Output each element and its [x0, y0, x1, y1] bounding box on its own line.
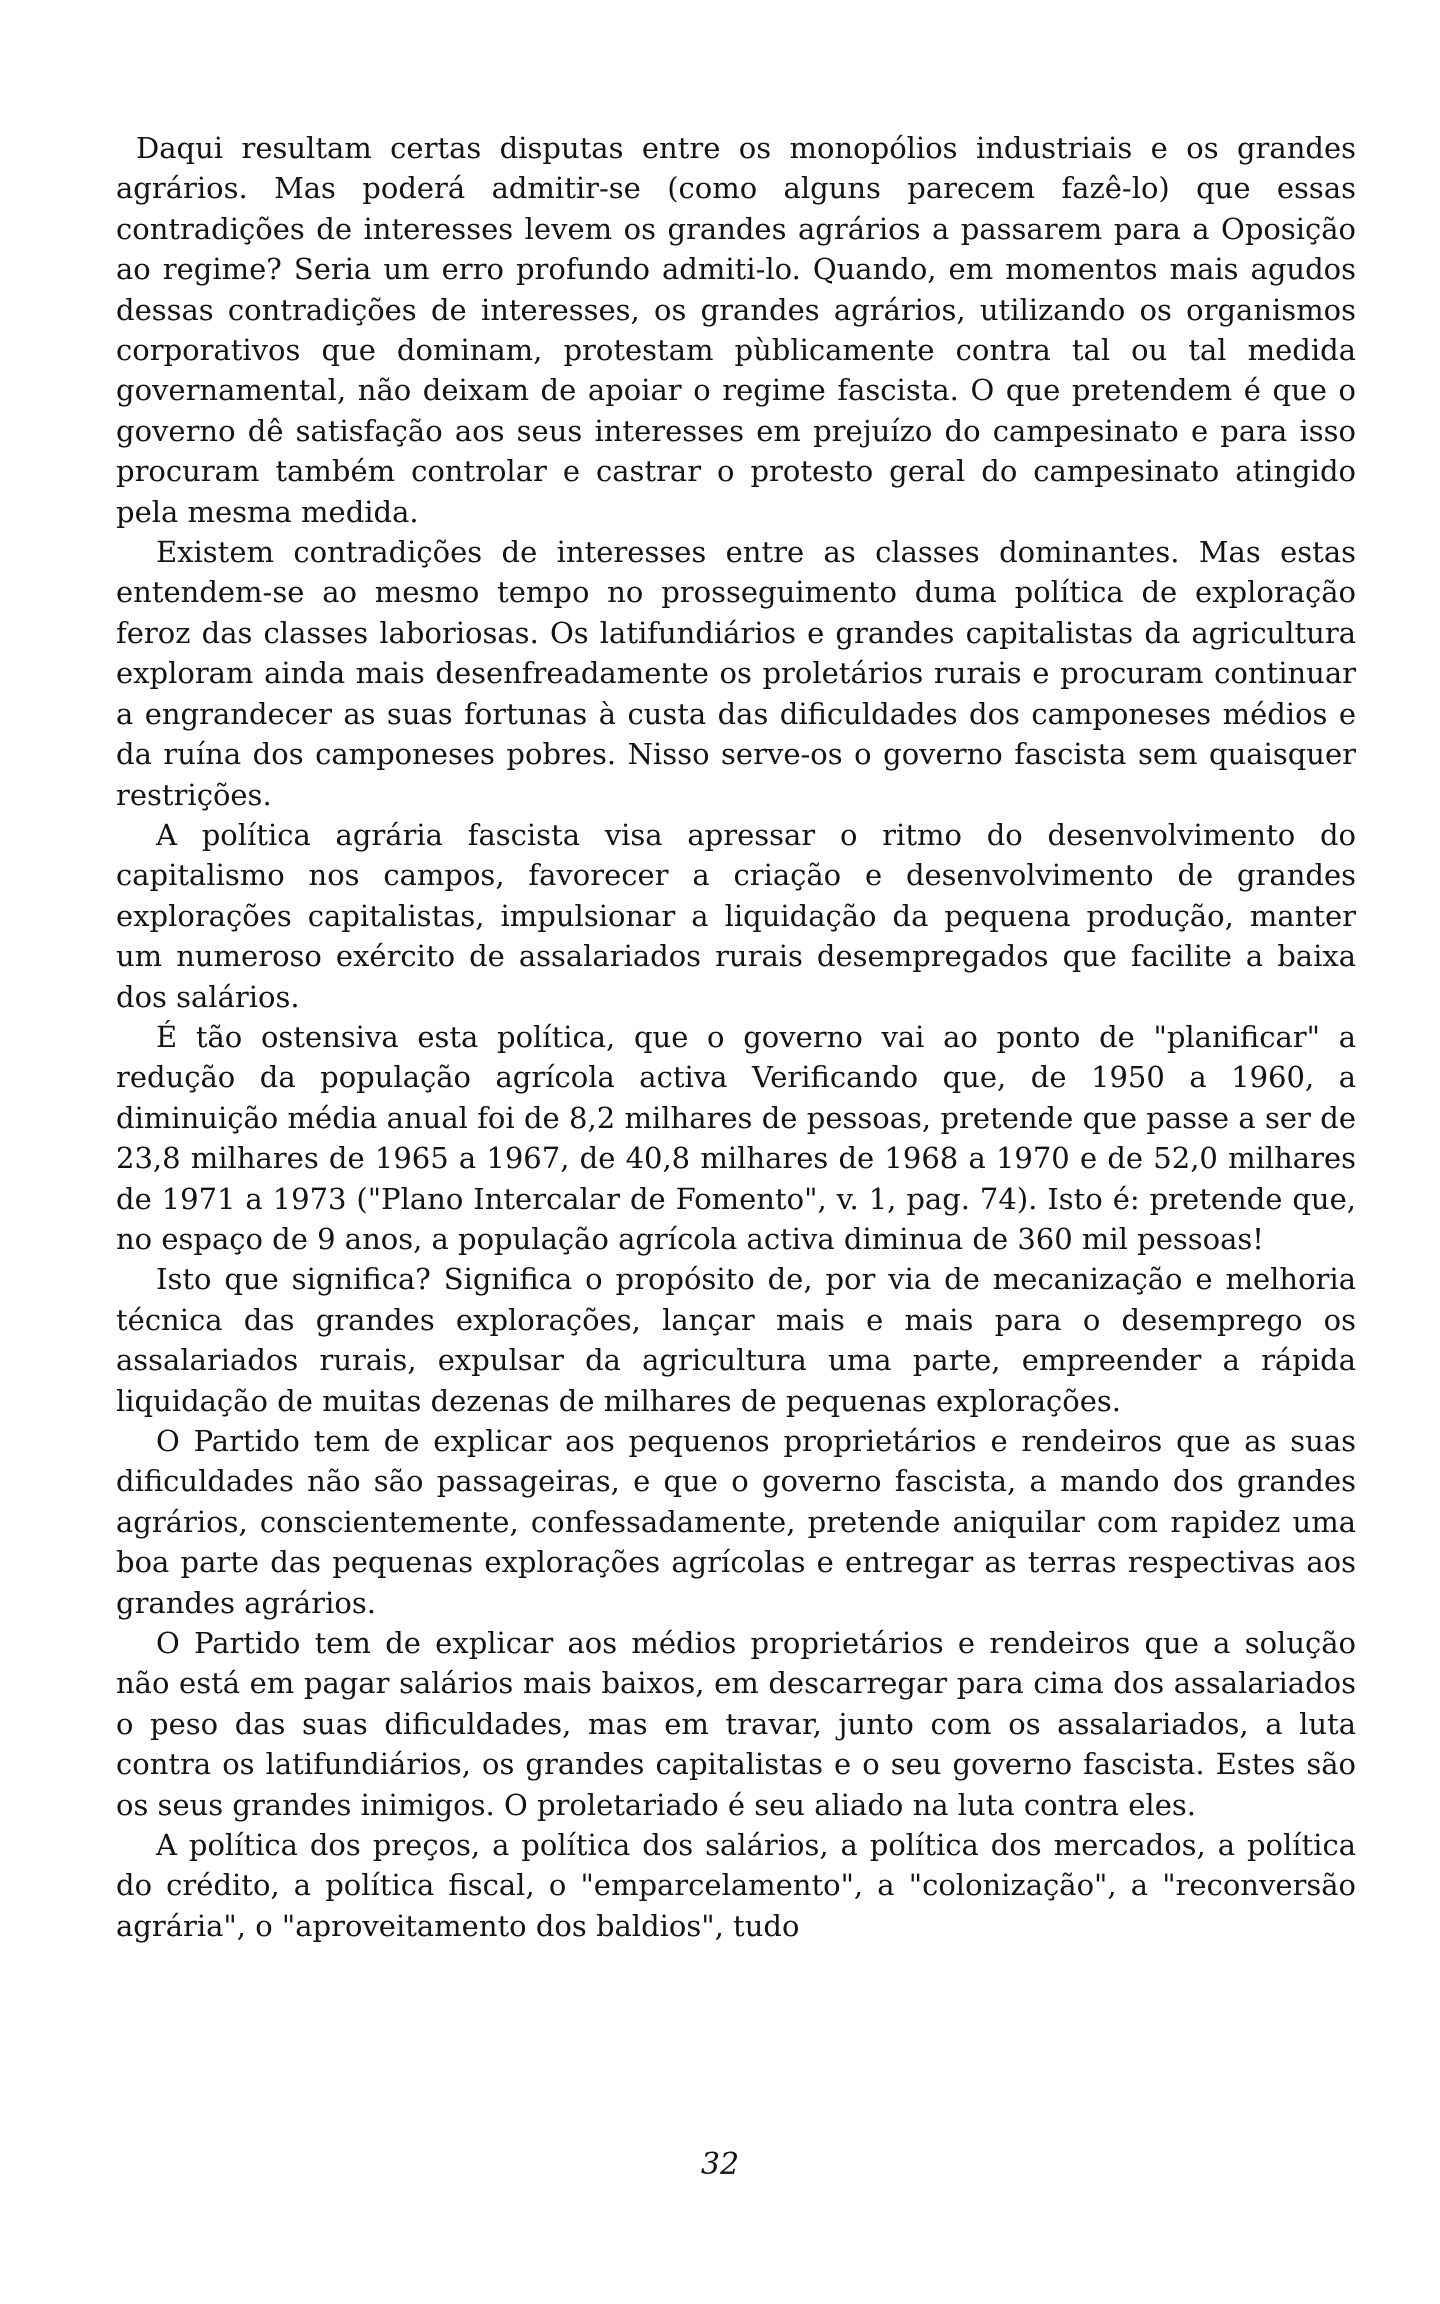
paragraph: O Partido tem de explicar aos médios proprietários e rendeiros que a solução não está em pagar salários mais baixos, em descarregar para cima dos assalariados o peso das suas dificuldades, mas em travar, junto com os assalariados, a luta contra os latifundiários, os grandes capitalistas e o seu governo fascista. Estes são os seus grandes inimigos. O proletariado é seu aliado na luta contra eles.: [116, 1626, 1356, 1822]
paragraph: Daqui resultam certas disputas entre os monopólios industriais e os grandes agrários. Mas poderá admitir-se (como alguns parecem fazê-lo) que essas contradições de interesses levem os grandes agrários a passarem para a Oposição ao regime? Seria um erro profundo admiti-lo. Quando, em momentos mais agudos dessas contradições de interesses, os grandes agrários, utilizando os organismos corporativos que dominam, protestam pùblicamente contra tal ou tal medida governamental, não deixam de apoiar o regime fascista. O que pretendem é que o governo dê satisfação aos seus interesses em prejuízo do campesinato e para isso procuram também controlar e castrar o protesto geral do campesinato atingido pela mesma medida.: [116, 131, 1356, 529]
body-text: [116, 128, 1356, 1946]
paragraph: A política agrária fascista visa apressar o ritmo do desenvolvimento do capitalismo nos campos, favorecer a criação e desenvolvimento de grandes explorações capitalistas, impulsionar a liquidação da pequena produção, manter um numeroso exército de assalariados rurais desempregados que facilite a baixa dos salários.: [116, 817, 1356, 1014]
paragraph: É tão ostensiva esta política, que o governo vai ao ponto de "planificar" a redução da população agrícola activa Verificando que, de 1950 a 1960, a diminuição média anual foi de 8,2 milhares de pessoas, pretende que passe a ser de 23,8 milhares de 1965 a 1967, de 40,8 milhares de 1968 a 1970 e de 52,0 milhares de 1971 a 1973 ("Plano Intercalar de Fomento", v. 1, pag. 74). Isto é: pretende que, no espaço de 9 anos, a população agrícola activa diminua de 360 mil pessoas!: [116, 1019, 1356, 1256]
paragraph: O Partido tem de explicar aos pequenos proprietários e rendeiros que as suas dificuldades não são passageiras, e que o governo fascista, a mando dos grandes agrários, conscientemente, confessadamente, pretende aniquilar com rapidez uma boa parte das pequenas explorações agrícolas e entregar as terras respectivas aos grandes agrários.: [116, 1424, 1356, 1620]
paragraph: Existem contradições de interesses entre as classes dominantes. Mas estas entendem-se ao mesmo tempo no prosseguimento duma política de exploração feroz das classes laboriosas. Os latifundiários e grandes capitalistas da agricultura exploram ainda mais desenfreadamente os proletários rurais e procuram continuar a engrandecer as suas fortunas à custa das dificuldades dos camponeses médios e da ruína dos camponeses pobres. Nisso serve-os o governo fascista sem quaisquer restrições.: [116, 535, 1356, 812]
paragraph: A política dos preços, a política dos salários, a política dos mercados, a política do crédito, a política fiscal, o "emparcelamento", a "colonização", a "reconversão agrária", o "aproveitamento dos baldios", tudo: [116, 1828, 1356, 1943]
paragraph: Isto que significa? Significa o propósito de, por via de mecanização e melhoria técnica das grandes explorações, lançar mais e mais para o desemprego os assalariados rurais, expulsar da agricultura uma parte, empreender a rápida liquidação de muitas dezenas de milhares de pequenas explorações.: [116, 1262, 1356, 1418]
page-number: 32: [700, 2147, 740, 2182]
